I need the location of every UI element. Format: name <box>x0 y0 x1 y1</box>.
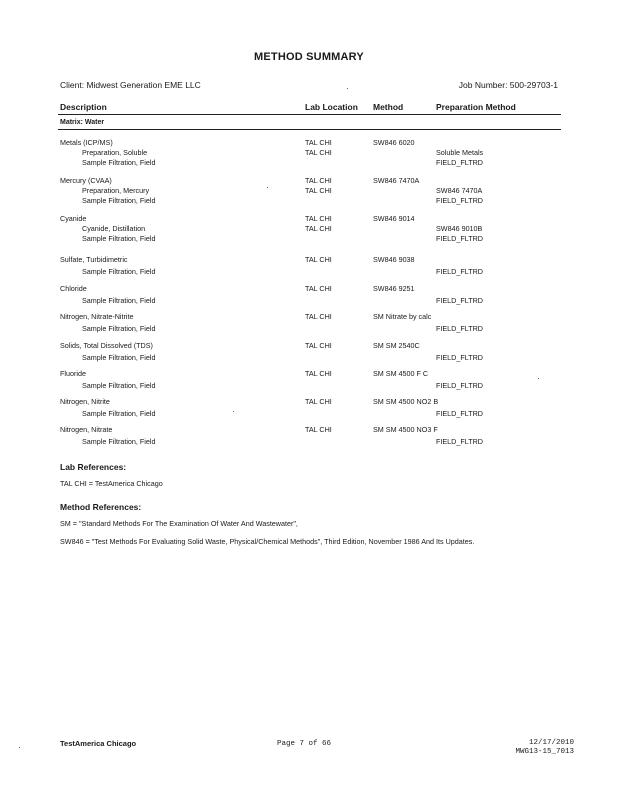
row-prep-method: FIELD_FLTRD <box>436 409 483 418</box>
row-description: Fluoride <box>60 369 86 378</box>
row-description: Sample Filtration, Field <box>82 437 156 446</box>
header-rule-top <box>58 114 561 115</box>
footer-doc-id: MWG13-15_7013 <box>515 748 574 756</box>
row-description: Preparation, Soluble <box>82 148 148 157</box>
row-prep-method: SW846 7470A <box>436 186 483 195</box>
row-description: Sample Filtration, Field <box>82 324 156 333</box>
row-description: Sample Filtration, Field <box>82 353 156 362</box>
row-method: SM SM 4500 NO2 B <box>373 397 439 406</box>
row-description: Cyanide, Distillation <box>82 224 146 233</box>
row-method: SW846 9251 <box>373 284 415 293</box>
row-description: Metals (ICP/MS) <box>60 138 113 147</box>
row-prep-method: FIELD_FLTRD <box>436 158 483 167</box>
row-description: Sulfate, Turbidimetric <box>60 255 128 264</box>
method-references-heading: Method References: <box>60 502 142 512</box>
footer-page-number: Page 7 of 66 <box>277 740 332 748</box>
method-reference-sm: SM = "Standard Methods For The Examination Of Water And Wastewater", <box>60 519 298 528</box>
row-prep-method: FIELD_FLTRD <box>436 234 483 243</box>
row-method: SM SM 4500 NO3 F <box>373 425 438 434</box>
row-prep-method: Soluble Metals <box>436 148 484 157</box>
row-prep-method: FIELD_FLTRD <box>436 196 483 205</box>
row-lab-location: TAL CHI <box>305 176 332 185</box>
row-method: SW846 9014 <box>373 214 415 223</box>
header-rule-bottom <box>58 129 561 130</box>
row-method: SM Nitrate by calc <box>373 312 432 321</box>
row-prep-method: FIELD_FLTRD <box>436 437 483 446</box>
footer-company: TestAmerica Chicago <box>60 739 137 748</box>
row-lab-location: TAL CHI <box>305 341 332 350</box>
lab-references-heading: Lab References: <box>60 462 127 472</box>
row-lab-location: TAL CHI <box>305 148 332 157</box>
row-description: Mercury (CVAA) <box>60 176 112 185</box>
row-lab-location: TAL CHI <box>305 214 332 223</box>
row-description: Sample Filtration, Field <box>82 409 156 418</box>
row-method: SW846 6020 <box>373 138 415 147</box>
row-description: Preparation, Mercury <box>82 186 150 195</box>
scan-speck <box>267 187 268 188</box>
row-lab-location: TAL CHI <box>305 138 332 147</box>
col-header-description: Description <box>60 102 107 112</box>
row-method: SM SM 4500 F C <box>373 369 429 378</box>
job-number: Job Number: 500-29703-1 <box>458 80 558 90</box>
row-lab-location: TAL CHI <box>305 425 332 434</box>
scan-speck <box>538 378 539 379</box>
row-method: SW846 7470A <box>373 176 420 185</box>
row-lab-location: TAL CHI <box>305 255 332 264</box>
row-method: SW846 9038 <box>373 255 415 264</box>
row-description: Nitrogen, Nitrate <box>60 425 113 434</box>
row-description: Sample Filtration, Field <box>82 234 156 243</box>
row-description: Chloride <box>60 284 87 293</box>
row-prep-method: SW846 9010B <box>436 224 483 233</box>
row-description: Sample Filtration, Field <box>82 196 156 205</box>
col-header-method: Method <box>373 102 404 112</box>
lab-reference-text: TAL CHI = TestAmerica Chicago <box>60 479 163 488</box>
matrix-label: Matrix: Water <box>60 119 105 126</box>
row-description: Sample Filtration, Field <box>82 381 156 390</box>
col-header-preparation-method: Preparation Method <box>436 102 516 112</box>
row-prep-method: FIELD_FLTRD <box>436 353 483 362</box>
row-lab-location: TAL CHI <box>305 397 332 406</box>
page-title: METHOD SUMMARY <box>254 51 364 63</box>
row-lab-location: TAL CHI <box>305 284 332 293</box>
row-lab-location: TAL CHI <box>305 369 332 378</box>
row-prep-method: FIELD_FLTRD <box>436 324 483 333</box>
row-description: Solids, Total Dissolved (TDS) <box>60 341 153 350</box>
row-description: Nitrogen, Nitrite <box>60 397 110 406</box>
col-header-lab-location: Lab Location <box>305 102 358 112</box>
scan-speck <box>19 747 20 748</box>
row-prep-method: FIELD_FLTRD <box>436 296 483 305</box>
row-method: SM SM 2540C <box>373 341 420 350</box>
footer-date-id <box>515 739 574 757</box>
row-prep-method: FIELD_FLTRD <box>436 267 483 276</box>
row-description: Nitrogen, Nitrate-Nitrite <box>60 312 134 321</box>
row-lab-location: TAL CHI <box>305 186 332 195</box>
client-name: Client: Midwest Generation EME LLC <box>60 80 201 90</box>
row-description: Sample Filtration, Field <box>82 158 156 167</box>
row-description: Cyanide <box>60 214 87 223</box>
scan-speck <box>233 411 234 412</box>
row-lab-location: TAL CHI <box>305 224 332 233</box>
row-description: Sample Filtration, Field <box>82 296 156 305</box>
method-reference-sw846: SW846 = "Test Methods For Evaluating Solid Waste, Physical/Chemical Methods", Third Edition, November 1986 And Its Updates. <box>60 537 475 546</box>
scan-speck <box>347 88 348 89</box>
footer-date: 12/17/2010 <box>528 739 574 747</box>
row-description: Sample Filtration, Field <box>82 267 156 276</box>
row-prep-method: FIELD_FLTRD <box>436 381 483 390</box>
row-lab-location: TAL CHI <box>305 312 332 321</box>
